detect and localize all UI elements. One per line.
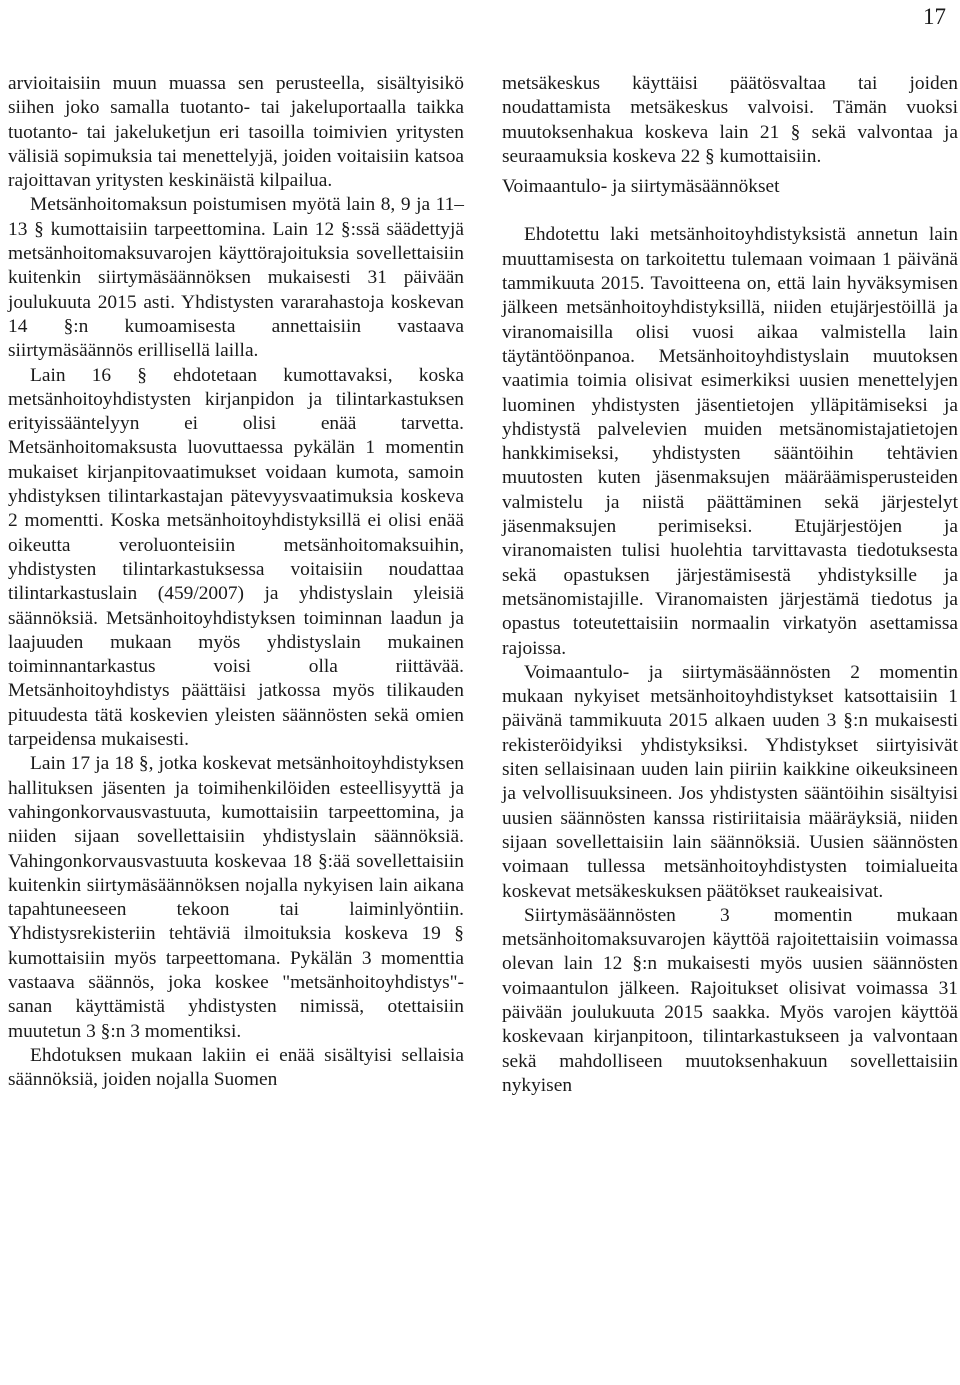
right-column bbox=[502, 72, 958, 1098]
left-column bbox=[8, 72, 464, 1092]
paragraph: arvioitaisiin muun muassa sen perusteella, sisältyisikö siihen joko samalla tuotanto- tai jakeluportaalla taikka tuotanto- tai jakeluketjun eri tasoilla toimivien yritysten välisiä sopimuksia tai menettelyjä, joiden voitaisiin katsoa rajoittavan yritysten keskinäistä kilpailua. bbox=[8, 73, 464, 192]
paragraph: Ehdotettu laki metsänhoitoyhdistyksistä annetun lain muuttamisesta on tarkoitettu tulemaan voimaan 1 päivänä tammikuuta 2015. Tavoitteena on, että lain hyväksymisen jälkeen metsänhoitoyhdistyksillä, niiden etujärjestöillä ja viranomaisilla olisi vuosi aikaa valmistella lain täytäntöönpanoa. Metsänhoitoyhdistyslain muutoksen vaatimia toimia olisivat esimerkiksi uusien menettelyjen luominen yhdistysten jäsentietojen ylläpitämiseksi ja yhdistystä palvelevien muiden metsänomistajatietojen hankkimiseksi, yhdistysten sääntöihin tehtävien muutosten kuten jäsenmaksujen määräämisperusteiden valmistelu ja niistä päättäminen sekä järjestelyt jäsenmaksujen perimiseksi. Etujärjestöjen ja viranomaisten tulisi huolehtia tarvittavasta tiedotuksesta sekä opastuksen järjestämisestä yhdistyksille ja metsänomistajille. Viranomaisten järjestämä tiedotus ja opastus toteutettaisiin normaalin virkatyön asettamissa rajoissa. bbox=[502, 224, 958, 659]
section-heading: Voimaantulo- ja siirtymäsäännökset bbox=[502, 176, 780, 198]
paragraph: metsäkeskus käyttäisi päätösvaltaa tai joiden noudattamista metsäkeskus valvoisi. Tämän vuoksi muutoksenhakua koskeva lain 21 § sekä valvontaa ja seuraamuksia koskeva 22 § kumottaisiin. bbox=[502, 73, 958, 167]
paragraph: Siirtymäsäännösten 3 momentin mukaan metsänhoitomaksuvarojen käyttöä rajoitettaisiin voimassa olevan lain 12 §:n mukaisesti myös uusien säännösten voimaantulon jälkeen. Rajoitukset olisivat voimassa 31 päivään joulukuuta 2015 saakka. Myös varojen käyttöä koskevaan kirjanpitoon, tilintarkastukseen ja valvontaan sekä mahdolliseen muutoksenhakuun sovellettaisiin nykyisen bbox=[502, 904, 958, 1096]
paragraph: Lain 17 ja 18 §, jotka koskevat metsänhoitoyhdistyksen hallituksen jäsenten ja toimihenkilöiden esteellisyyttä ja vahingonkorvausvastuuta, kumottaisiin tarpeettomina, ja niiden sijaan sovellettaisiin yhdistyslain säännöksiä. Vahingonkorvausvastuuta koskevaa 18 §:ää sovellettaisiin kuitenkin siirtymäsäännöksen nojalla nykyisen lain aikana tapahtuneeseen tekoon tai laiminlyöntiin. Yhdistysrekisteriin tehtäviä ilmoituksia koskeva 19 § kumottaisiin myös tarpeettomana. Pykälän 3 momenttia vastaava säännös, joka koskee "metsänhoitoyhdistys"-sanan käyttämistä yhdistysten nimissä, otettaisiin muutetun 3 §:n 3 momentiksi. bbox=[8, 753, 464, 1042]
paragraph: Metsänhoitomaksun poistumisen myötä lain 8, 9 ja 11–13 § kumottaisiin tarpeettomina. Lain 12 §:ssä säädettyjä metsänhoitomaksuvarojen käyttörajoituksia sovellettaisiin kuitenkin siirtymäsäännöksen mukaisesti 31 päivään joulukuuta 2015 asti. Yhdistysten vararahastoja koskevan 14 §:n kumoamisesta annettaisiin vastaava siirtymäsäännös erillisellä lailla. bbox=[8, 194, 464, 362]
paragraph: Ehdotuksen mukaan lakiin ei enää sisältyisi sellaisia säännöksiä, joiden nojalla Suomen bbox=[8, 1044, 464, 1091]
paragraph: Voimaantulo- ja siirtymäsäännösten 2 momentin mukaan nykyiset metsänhoitoyhdistykset katsottaisiin 1 päivänä tammikuuta 2015 alkaen uuden 3 §:n mukaisesti rekisteröidyiksi yhdistyksiksi. Yhdistykset siirtyisivät siten sellaisinaan uuden lain piiriin kaikkine oikeuksineen ja velvollisuuksineen. Jos yhdistysten sääntöihin sisältyisi uusien säännösten kanssa ristiriitaisia määräyksiä, niiden sijaan sovellettaisiin lain säännöksiä. Uusien säännösten voimaan tullessa metsänhoitoyhdistysten toimialueita koskevat metsäkeskuksen päätökset raukeaisivat. bbox=[502, 661, 958, 902]
paragraph: Lain 16 § ehdotetaan kumottavaksi, koska metsänhoitoyhdistysten kirjanpidon ja tilintarkastuksen erityissääntelyyn ei olisi enää tarvetta. Metsänhoitomaksusta luovuttaessa pykälän 1 momentin mukaiset kirjanpitovaatimukset voidaan kumota, samoin yhdistyksen tilintarkastajan pätevyysvaatimuksia koskeva 2 momentti. Koska metsänhoitoyhdistyksillä ei olisi enää oikeutta veroluonteisiin metsänhoitomaksuihin, yhdistysten tilintarkastuksessa voitaisiin noudattaa tilintarkastuslain (459/2007) ja yhdistyslain yleisiä säännöksiä. Metsänhoitoyhdistyksen toiminnan laadun ja laajuuden mukaan myös yhdistyslain mukainen toiminnantarkastus voisi olla riittävää. Metsänhoitoyhdistys päättäisi jatkossa myös tilikauden pituudesta tätä koskevien yleisten säännösten sekä omien tarpeidensa mukaisesti. bbox=[8, 364, 464, 751]
page-number: 17 bbox=[923, 4, 946, 29]
